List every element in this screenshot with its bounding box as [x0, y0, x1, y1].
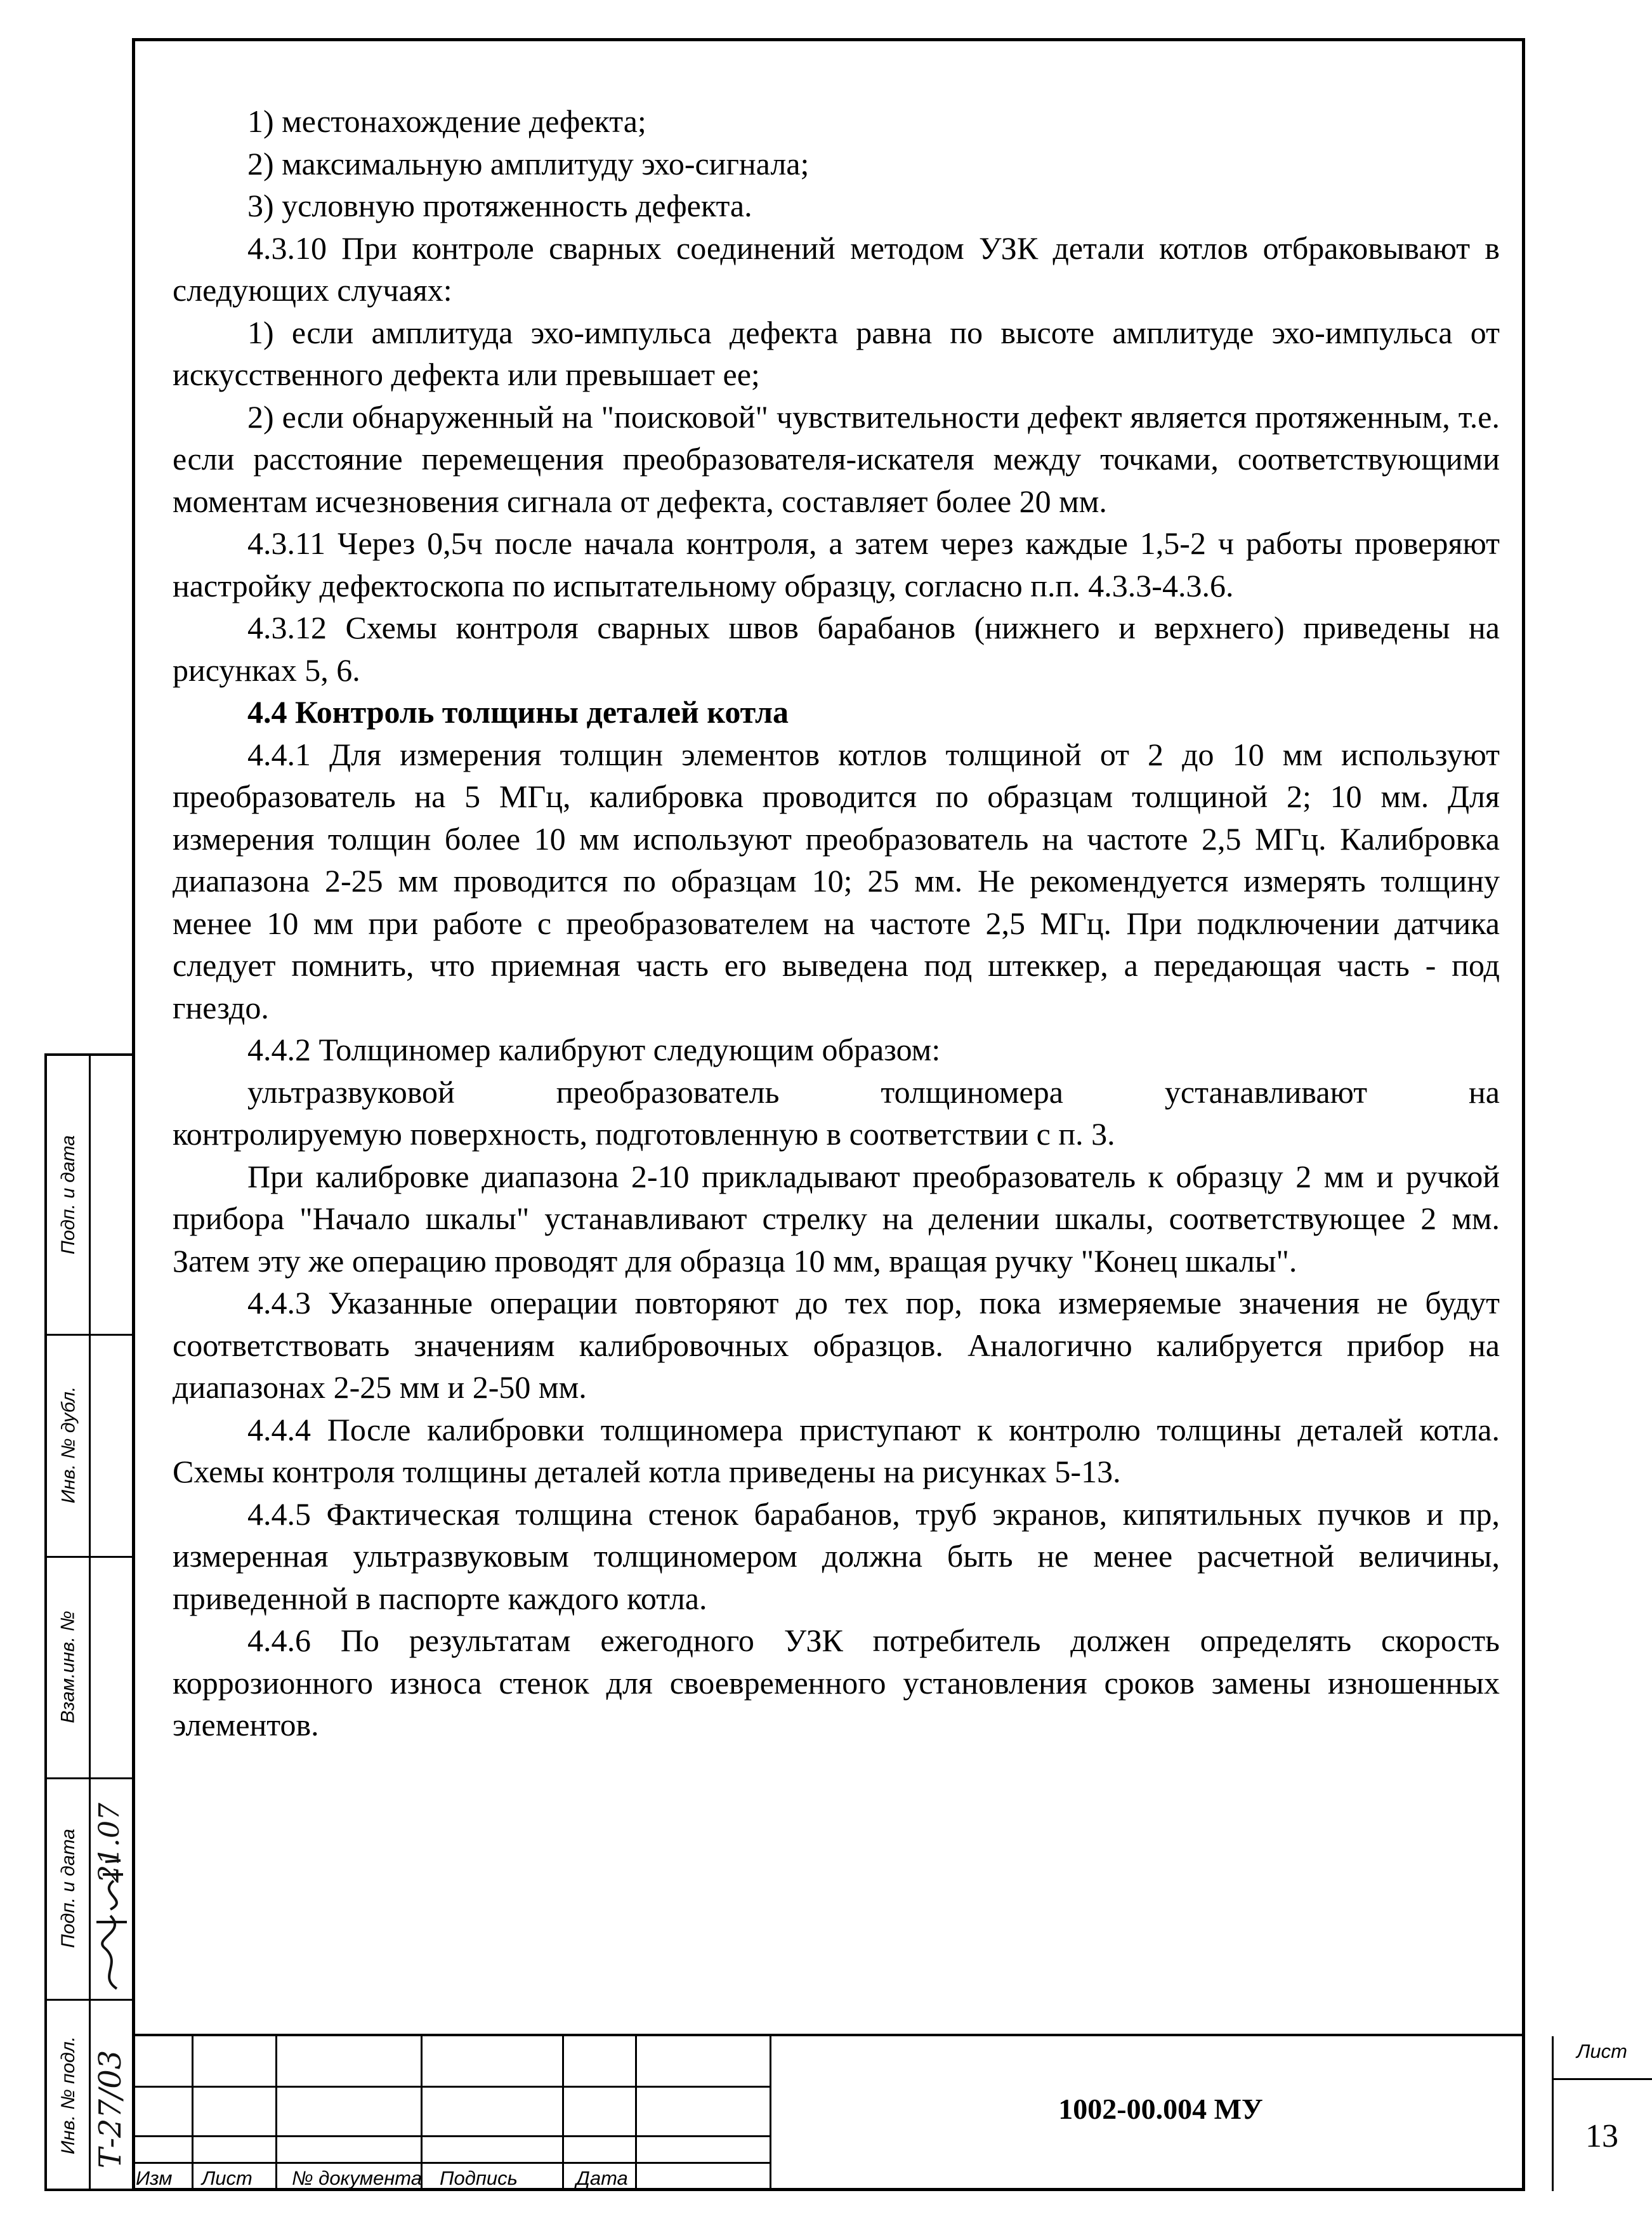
sheet-label: Лист	[1577, 2040, 1627, 2062]
column-label-change: Изм	[136, 2167, 173, 2189]
paragraph-4-3-10-item-2: 2) если обнаруженный на "поисковой" чувствительности дефект является протяженным, т.е. если расстояние перемещения преобразователя-искателя между точками, соответствующими моментам исчезновения сигнала от дефекта, составляет более 20 мм.	[173, 398, 1500, 519]
column-label-date: Дата	[576, 2167, 628, 2189]
title-block-row-line	[132, 2162, 770, 2164]
strip-label-signature-date: Подп. и дата	[58, 1828, 79, 1948]
body-text	[173, 100, 1500, 1746]
sheet-number: 13	[1585, 2118, 1618, 2154]
handwritten-inventory-number: Т-27/03	[93, 2050, 128, 2169]
list-item: 3) условную протяженность дефекта.	[247, 188, 752, 223]
column-label-sheet: Лист	[202, 2167, 252, 2189]
title-block-row-line	[1552, 2078, 1652, 2080]
paragraph-4-4-5: 4.4.5 Фактическая толщина стенок барабанов, труб экранов, кипятильных пучков и пр, измеренная ультразвуковым толщиномером должна быть не менее расчетной величины, приведенной в паспорте каждого котла.	[173, 1496, 1500, 1616]
title-block	[132, 2034, 1627, 2191]
strip-label-replace-inv: Взам.инв. №	[58, 1610, 79, 1723]
title-block-divider	[275, 2036, 277, 2191]
column-label-signature: Подпись	[440, 2167, 518, 2189]
strip-label-signature-date: Подп. и дата	[58, 1135, 79, 1255]
column-label-document: № документа	[292, 2167, 422, 2189]
list-item: 1) местонахождение дефекта;	[247, 103, 646, 139]
paragraph-4-3-11: 4.3.11 Через 0,5ч после начала контроля, а затем через каждые 1,5-2 ч работы проверяют настройку дефектоскопа по испытательному образцу, согласно п.п. 4.3.3-4.3.6.	[173, 525, 1500, 603]
section-heading-4-4: 4.4 Контроль толщины деталей котла	[247, 694, 789, 730]
strip-label-duplicate-inv: Инв. № дубл.	[58, 1386, 79, 1504]
paragraph-4-4-1: 4.4.1 Для измерения толщин элементов котлов толщиной от 2 до 10 мм используют преобразователь на 5 МГц, калибровка проводится по образцам толщиной 2; 10 мм. Для измерения толщин более 10 мм используют преобразователь на частоте 2,5 МГц. Калибровка диапазона 2-25 мм проводится по образцам 10; 25 мм. Не рекомендуется измерять толщину менее 10 мм при работе с преобразователем на частоте 2,5 МГц. При подключении датчика следует помнить, что приемная часть его выведена под штеккер, а передающая часть - под гнездо.	[173, 736, 1500, 1025]
title-block-row-line	[132, 2086, 770, 2088]
title-block-divider	[562, 2036, 564, 2191]
list-item: 2) максимальную амплитуду эхо-сигнала;	[247, 145, 810, 181]
paragraph-4-4-2-line-a: ультразвуковой преобразователь толщиномера устанавливают на	[247, 1074, 1500, 1110]
paragraph-4-4-6: 4.4.6 По результатам ежегодного УЗК потребитель должен определять скорость коррозионного износа стенок для своевременного установления сроков замены изношенных элементов.	[173, 1623, 1500, 1742]
handwritten-date: 21.07	[93, 1803, 126, 1883]
document-number: 1002-00.004 МУ	[1058, 2093, 1263, 2125]
paragraph-4-4-4: 4.4.4 После калибровки толщиномера приступают к контролю толщины деталей котла. Схемы контроля толщины деталей котла приведены на рисунках 5-13.	[173, 1411, 1500, 1489]
paragraph-4-4-3: 4.4.3 Указанные операции повторяют до тех пор, пока измеряемые значения не будут соответствовать значениям калибровочных образцов. Аналогично калибруется прибор на диапазонах 2-25 мм и 2-50 мм.	[173, 1285, 1500, 1405]
title-block-row-line	[132, 2135, 770, 2137]
paragraph-4-3-12: 4.3.12 Схемы контроля сварных швов барабанов (нижнего и верхнего) приведены на рисунках 5, 6.	[173, 610, 1500, 688]
approval-strip	[44, 1053, 132, 2191]
paragraph-4-3-10: 4.3.10 При контроле сварных соединений методом УЗК детали котлов отбраковывают в следующих случаях:	[173, 230, 1500, 308]
paragraph-4-3-10-item-1: 1) если амплитуда эхо-импульса дефекта равна по высоте амплитуде эхо-импульса от искусственного дефекта или превышает ее;	[173, 314, 1500, 392]
title-block-divider	[192, 2036, 193, 2191]
paragraph-4-4-2-calibration: При калибровке диапазона 2-10 прикладывают преобразователь к образцу 2 мм и ручкой прибора "Начало шкалы" устанавливают стрелку на делении шкалы, соответствующее 2 мм. Затем эту же операцию проводят для образца 10 мм, вращая ручку "Конец шкалы".	[173, 1158, 1500, 1279]
paragraph-4-4-2: 4.4.2 Толщиномер калибруют следующим образом:	[247, 1032, 941, 1067]
strip-label-original-inv: Инв. № подл.	[58, 2036, 79, 2154]
strip-divider	[89, 1056, 91, 2189]
title-block-divider	[635, 2036, 637, 2191]
paragraph-4-4-2-line-b: контролируемую поверхность, подготовленную в соответствии с п. 3.	[173, 1116, 1115, 1152]
